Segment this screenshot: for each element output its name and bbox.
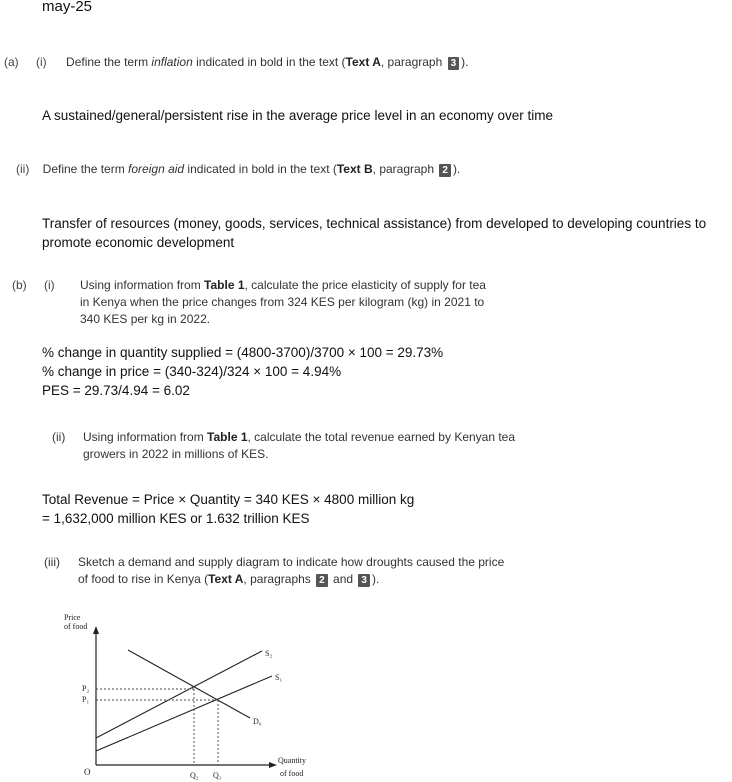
question-b-ii: Using information from Table 1, calculate the total revenue earned by Kenyan tea growers in 2022 in millions of KES. <box>83 430 516 461</box>
label-p1: P₁ <box>82 695 90 704</box>
origin-label: O <box>84 767 91 777</box>
page-date: may-25 <box>42 0 93 15</box>
label-q2: Q₂ <box>190 771 199 780</box>
y-axis-arrowhead <box>93 626 99 634</box>
part-label-b: (b) <box>12 278 27 292</box>
answer-a-i: A sustained/general/persistent rise in the average price level in an economy over time <box>42 108 554 123</box>
label-s2: S₂ <box>265 649 273 658</box>
subpart-label-a-i: (i) <box>36 55 47 69</box>
subpart-label-b-ii: (ii) <box>52 430 66 444</box>
x-axis-label-line1: Quantity <box>278 756 306 765</box>
paragraph-tag: 3 <box>358 574 370 587</box>
y-axis-label-line1: Price <box>64 613 81 622</box>
question-b-iii: Sketch a demand and supply diagram to indicate how droughts caused the price of food to rise in Kenya (Text A, paragraphs 2 and 3 ). <box>78 555 505 586</box>
paragraph-tag: 2 <box>316 574 328 587</box>
x-axis-arrowhead <box>269 762 277 768</box>
supply-curve-s1 <box>96 676 272 751</box>
question-a-ii: (ii) Define the term foreign aid indicated in bold in the text (Text B, paragraph 2 ). <box>16 162 461 176</box>
x-axis-label-line2: of food <box>280 769 304 778</box>
label-s1: S₁ <box>275 673 283 682</box>
supply-curve-s2 <box>96 651 262 738</box>
label-d0: D₀ <box>253 717 262 726</box>
question-a-i: (a) (i) Define the term inflation indicated in bold in the text (Text A, paragraph 3 ). <box>4 55 469 69</box>
label-q1: Q₁ <box>213 771 222 780</box>
paragraph-tag: 3 <box>448 57 460 70</box>
answer-a-ii-line2: promote economic development <box>42 235 235 250</box>
supply-demand-diagram <box>0 600 340 782</box>
part-label-b-row <box>12 277 55 294</box>
y-axis-label-line2: of food <box>64 622 88 631</box>
question-b-i: Using information from Table 1, calculate the price elasticity of supply for tea in Kenya when the price changes from 324 KES per kilogram (kg) in 2021 to 340 KES per kg in 2022. <box>80 278 486 326</box>
paragraph-tag: 2 <box>439 164 451 177</box>
subpart-label-b-i: (i) <box>44 278 55 292</box>
answer-a-ii-line1: Transfer of resources (money, goods, services, technical assistance) from developed to developing countries to <box>42 216 707 231</box>
answer-b-i: % change in quantity supplied = (4800-3700)/3700 × 100 = 29.73% % change in price = (340-324)/324 × 100 = 4.94% PES = 29.73/4.94 = 6.02 <box>42 345 444 398</box>
answer-b-ii: Total Revenue = Price × Quantity = 340 KES × 4800 million kg = 1,632,000 million KES or 1.632 trillion KES <box>42 492 415 526</box>
part-label-a: (a) <box>4 55 19 69</box>
subpart-label-b-iii: (iii) <box>44 555 60 569</box>
label-p2: P₂ <box>82 684 90 693</box>
subpart-label-a-ii: (ii) <box>16 162 30 176</box>
demand-curve-d0 <box>128 650 250 718</box>
